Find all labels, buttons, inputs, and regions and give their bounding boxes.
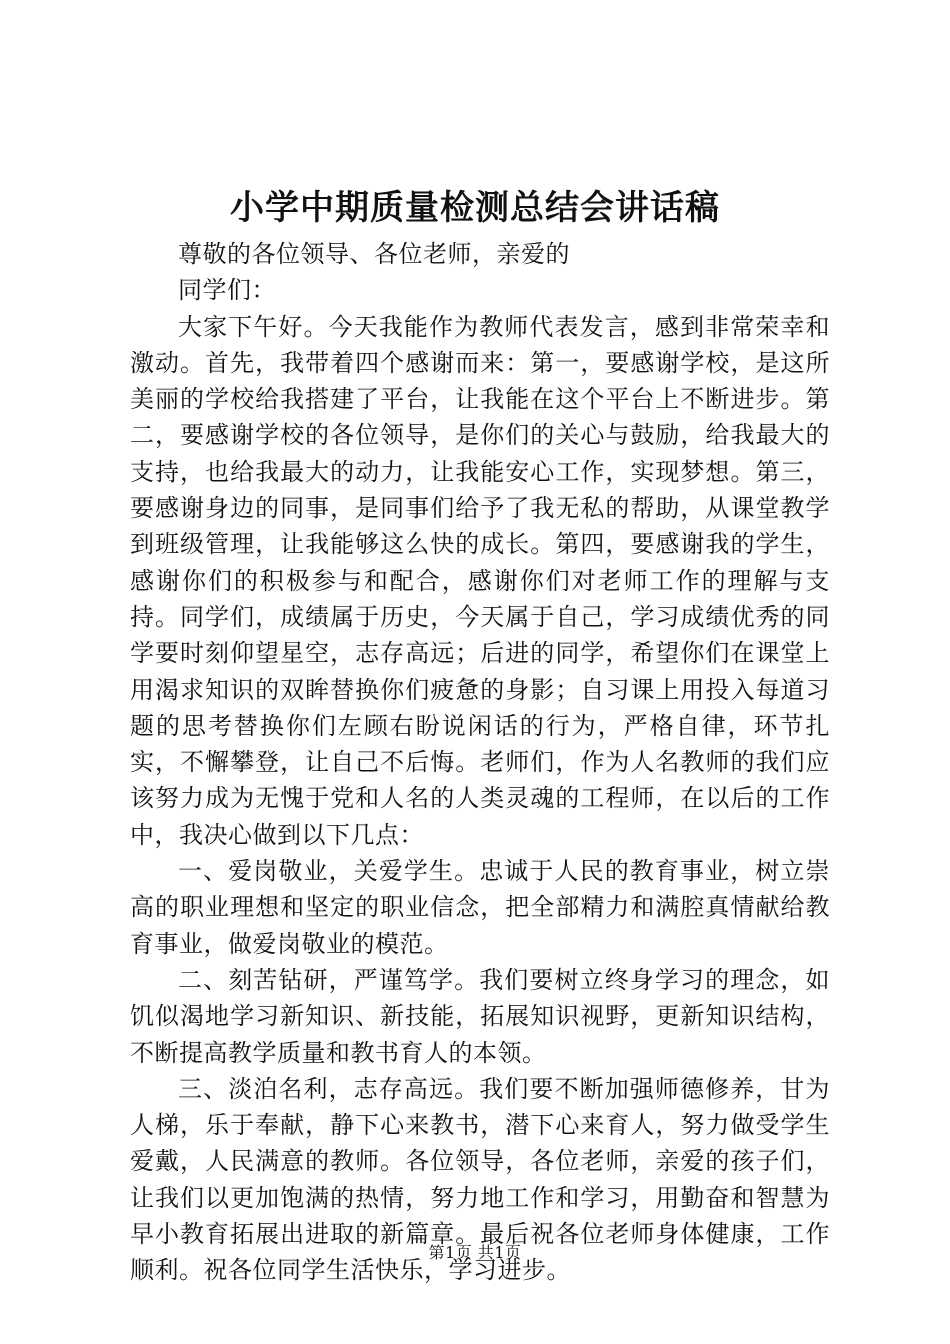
- document-title: 小学中期质量检测总结会讲话稿: [230, 188, 720, 228]
- paragraph-point-1: 一、爱岗敬业，关爱学生。忠诚于人民的教育事业，树立崇高的职业理想和坚定的职业信念，把全部精力和满腔真情献给教育事业，做爱岗敬业的模范。: [130, 857, 830, 958]
- paragraph-point-3: 三、淡泊名利，志存高远。我们要不断加强师德修养，甘为人梯，乐于奉献，静下心来教书，潜下心来育人，努力做受学生爱戴，人民满意的教师。各位领导，各位老师，亲爱的孩子们，让我们以更加饱满的热情，努力地工作和学习，用勤奋和智慧为早小教育拓展出进取的新篇章。最后祝各位老师身体健康，工作顺利。祝各位同学生活快乐，学习进步。: [130, 1074, 830, 1285]
- document-body: [130, 236, 830, 1289]
- paragraph-intro: 大家下午好。今天我能作为教师代表发言，感到非常荣幸和激动。首先，我带着四个感谢而来：第一，要感谢学校，是这所美丽的学校给我搭建了平台，让我能在这个平台上不断进步。第二，要感谢学校的各位领导，是你们的关心与鼓励，给我最大的支持，也给我最大的动力，让我能安心工作，实现梦想。第三，要感谢身边的同事，是同事们给予了我无私的帮助，从课堂教学到班级管理，让我能够这么快的成长。第四，要感谢我的学生，感谢你们的积极参与和配合，感谢你们对老师工作的理解与支持。同学们，成绩属于历史，今天属于自己，学习成绩优秀的同学要时刻仰望星空，志存高远；后进的同学，希望你们在课堂上用渴求知识的双眸替换你们疲惫的身影；自习课上用投入每道习题的思考替换你们左顾右盼说闲话的行为，严格自律，环节扎实，不懈攀登，让自己不后悔。老师们，作为人名教师的我们应该努力成为无愧于党和人名的人类灵魂的工程师，在以后的工作中，我决心做到以下几点：: [130, 312, 830, 849]
- page-footer: 第1页 共1页: [428, 1243, 522, 1262]
- paragraph-point-2: 二、刻苦钻研，严谨笃学。我们要树立终身学习的理念，如饥似渴地学习新知识、新技能，拓展知识视野，更新知识结构，不断提高教学质量和教书育人的本领。: [130, 965, 830, 1067]
- salutation-line-1: 尊敬的各位领导、各位老师，亲爱的: [178, 240, 570, 268]
- salutation-line-2: 同学们：: [178, 276, 276, 305]
